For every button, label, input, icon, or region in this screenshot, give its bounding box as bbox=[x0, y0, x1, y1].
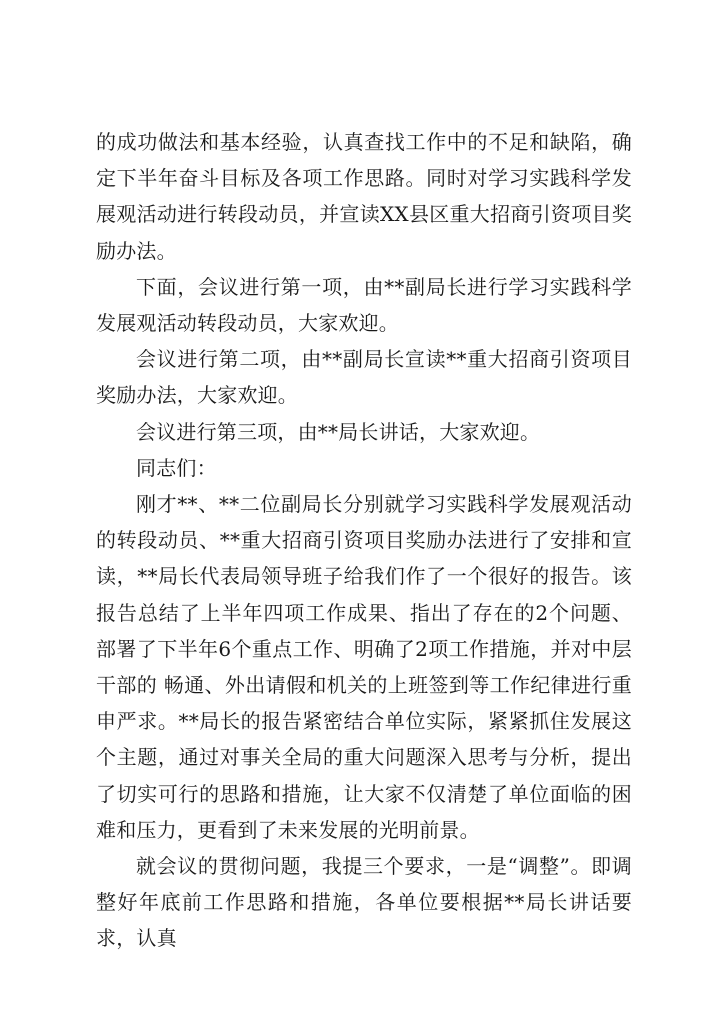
document-body bbox=[96, 124, 632, 957]
paragraph-2: 下面，会议进行第一项，由**副局长进行学习实践科学发展观活动转段动员，大家欢迎。 bbox=[96, 274, 632, 336]
paragraph-4: 会议进行第三项，由**局长讲话，大家欢迎。 bbox=[136, 419, 541, 444]
paragraph-7: 就会议的贯彻问题，我提三个要求，一是“调整”。即调整好年底前工作思路和措施，各单位要根据**局长讲话要求，认真 bbox=[96, 854, 632, 951]
paragraph-5: 同志们： bbox=[136, 455, 217, 480]
paragraph-6: 刚才**、**二位副局长分别就学习实践科学发展观活动的转段动员、**重大招商引资项目奖励办法进行了安排和宣读，**局长代表局领导班子给我们作了一个很好的报告。该报告总结了上半年四项工作成果、指出了存在的2个问题、部署了下半年6个重点工作、明确了2项工作措施，并对中层干部的 畅通、外出请假和机关的上班签到等工作纪律进行重申严求。**局长的报告紧密结合单位实际，紧紧抓住发展这个主题，通过对事关全局的重大问题深入思考与分析，提出了切实可行的思路和措施，让大家不仅清楚了单位面临的困难和压力，更看到了未来发展的光明前景。 bbox=[96, 492, 632, 842]
paragraph-1: 的成功做法和基本经验，认真查找工作中的不足和缺陷，确定下半年奋斗目标及各项工作思路。同时对学习实践科学发展观活动进行转段动员，并宣读XX县区重大招商引资项目奖励办法。 bbox=[96, 130, 632, 263]
paragraph-3: 会议进行第二项，由**副局长宣读**重大招商引资项目奖励办法，大家欢迎。 bbox=[96, 347, 632, 408]
